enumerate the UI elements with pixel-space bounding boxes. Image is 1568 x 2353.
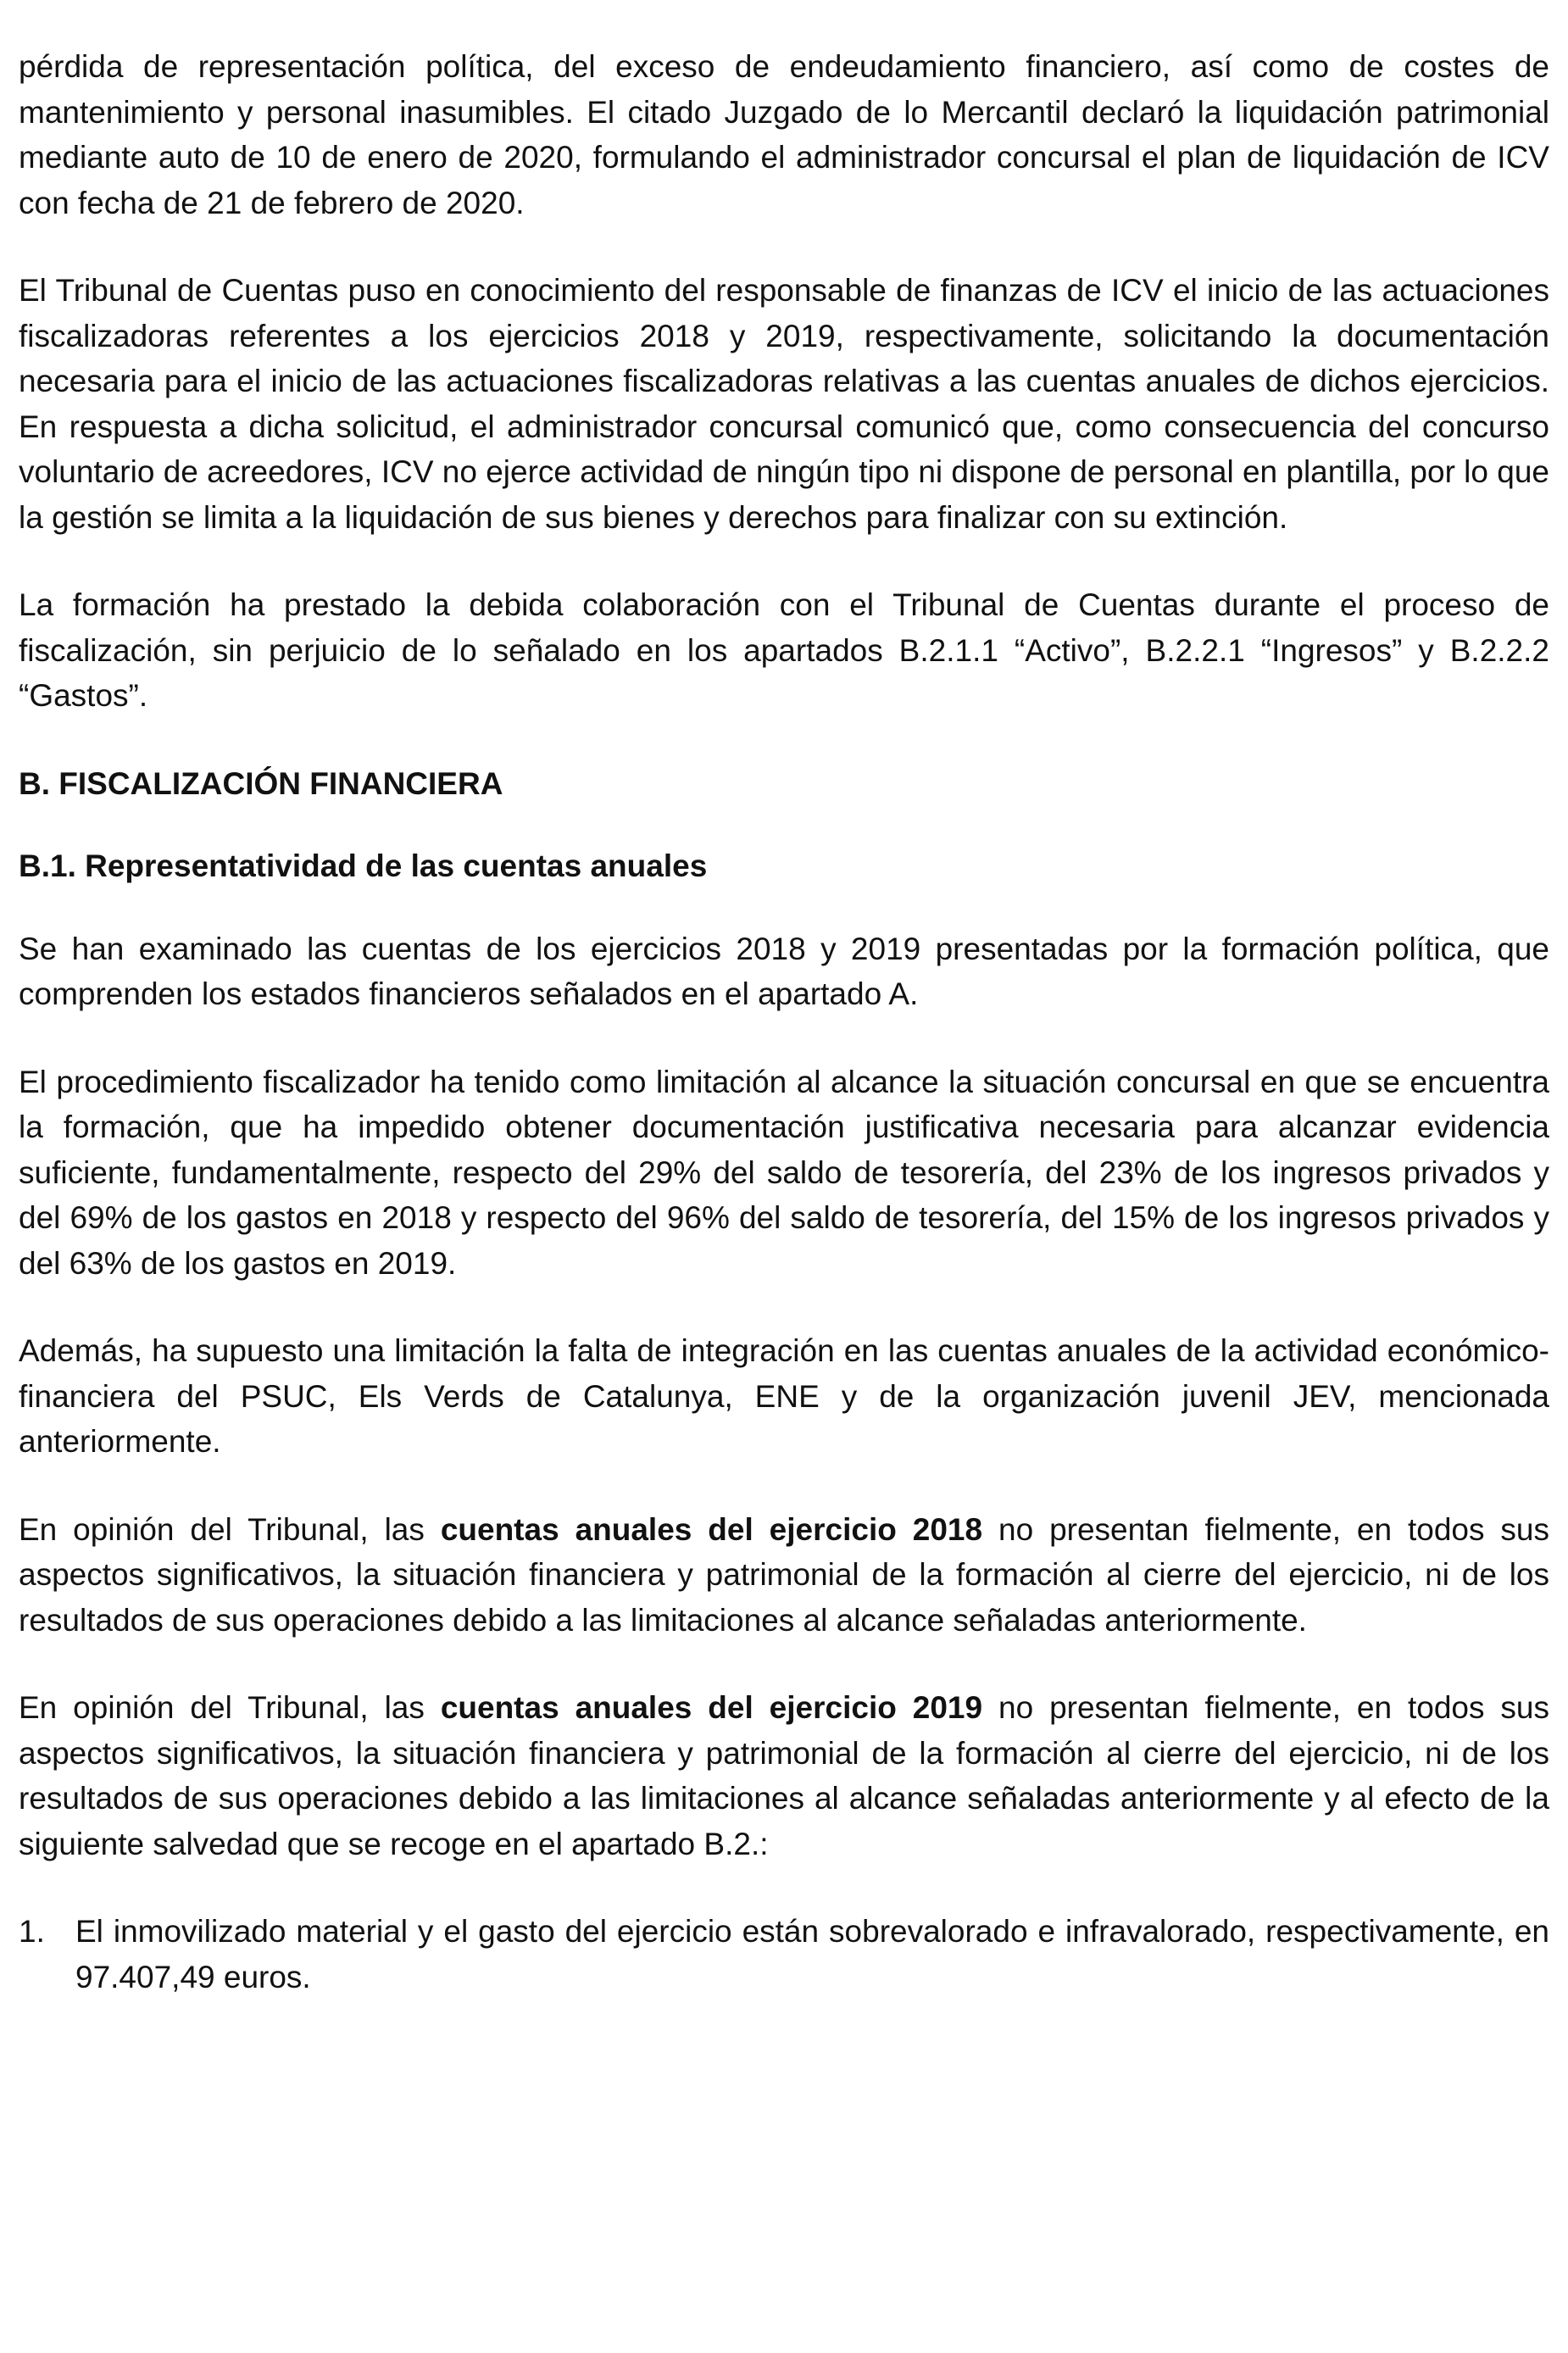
list-item-number: 1. — [19, 1914, 45, 1949]
paragraph-opinion-2018 — [19, 1507, 1549, 1644]
opinion-2018-lead: En opinión del Tribunal, las — [19, 1511, 441, 1547]
paragraph-opinion-2019 — [19, 1685, 1549, 1866]
opinion-2019-rest: no presentan fielmente, en todos sus aspectos significativos, la situación financiera y patrimonial de la formación al cierre del ejercicio, ni de los resultados de sus operaciones debido a las limitaciones al alcance señaladas anteriormente y al efecto de la siguiente salvedad que se recoge en el apartado B.2.: — [19, 1690, 1549, 1861]
paragraph-accounts-examined: Se han examinado las cuentas de los ejercicios 2018 y 2019 presentadas por la formación política, que comprenden los estados financieros señalados en el apartado A. — [19, 931, 1549, 1011]
opinion-2019-emphasis: cuentas anuales del ejercicio 2019 — [440, 1690, 983, 1725]
paragraph-scope-limitation: El procedimiento fiscalizador ha tenido como limitación al alcance la situación concursal en que se encuentra la formación, que ha impedido obtener documentación justificativa necesaria para alcanzar evidencia suficiente, fundamentalmente, respecto del 29% del saldo de tesorería, del 23% de los ingresos privados y del 69% de los gastos en 2018 y respecto del 96% del saldo de tesorería, del 15% de los ingresos privados y del 63% de los gastos en 2019. — [19, 1064, 1549, 1281]
paragraph-liquidation: pérdida de representación política, del exceso de endeudamiento financiero, así como de costes de mantenimiento y personal inasumibles. El citado Juzgado de lo Mercantil declaró la liquidación patrimonial mediante auto de 10 de enero de 2020, formulando el administrador concursal el plan de liquidación de ICV con fecha de 21 de febrero de 2020. — [19, 49, 1549, 220]
opinion-2019-lead: En opinión del Tribunal, las — [19, 1690, 441, 1725]
opinion-2018-emphasis: cuentas anuales del ejercicio 2018 — [440, 1511, 983, 1547]
subsection-heading-representativeness: B.1. Representatividad de las cuentas anuales — [19, 848, 708, 883]
qualification-list — [19, 1909, 1549, 2000]
document-page — [19, 44, 1549, 2000]
list-item — [19, 1909, 1549, 2000]
paragraph-integration-limitation: Además, ha supuesto una limitación la falta de integración en las cuentas anuales de la actividad económico-financiera del PSUC, Els Verds de Catalunya, ENE y de la organización juvenil JEV, mencionada anteriormente. — [19, 1333, 1549, 1459]
opinion-2018-rest: no presentan fielmente, en todos sus aspectos significativos, la situación financiera y patrimonial de la formación al cierre del ejercicio, ni de los resultados de sus operaciones debido a las limitaciones al alcance señaladas anteriormente. — [19, 1511, 1549, 1638]
list-item-text: El inmovilizado material y el gasto del ejercicio están sobrevalorado e infravalorado, respectivamente, en 97.407,49 euros. — [75, 1914, 1549, 1994]
paragraph-audit-notice: El Tribunal de Cuentas puso en conocimiento del responsable de finanzas de ICV el inicio de las actuaciones fiscalizadoras referentes a los ejercicios 2018 y 2019, respectivamente, solicitando la documentación necesaria para el inicio de las actuaciones fiscalizadoras relativas a las cuentas anuales de dichos ejercicios. En respuesta a dicha solicitud, el administrador concursal comunicó que, como consecuencia del concurso voluntario de acreedores, ICV no ejerce actividad de ningún tipo ni dispone de personal en plantilla, por lo que la gestión se limita a la liquidación de sus bienes y derechos para finalizar con su extinción. — [19, 273, 1549, 535]
paragraph-collaboration: La formación ha prestado la debida colaboración con el Tribunal de Cuentas durante el proceso de fiscalización, sin perjuicio de lo señalado en los apartados B.2.1.1 “Activo”, B.2.2.1 “Ingresos” y B.2.2.2 “Gastos”. — [19, 587, 1549, 713]
section-heading-financial-audit: B. FISCALIZACIÓN FINANCIERA — [19, 765, 503, 801]
